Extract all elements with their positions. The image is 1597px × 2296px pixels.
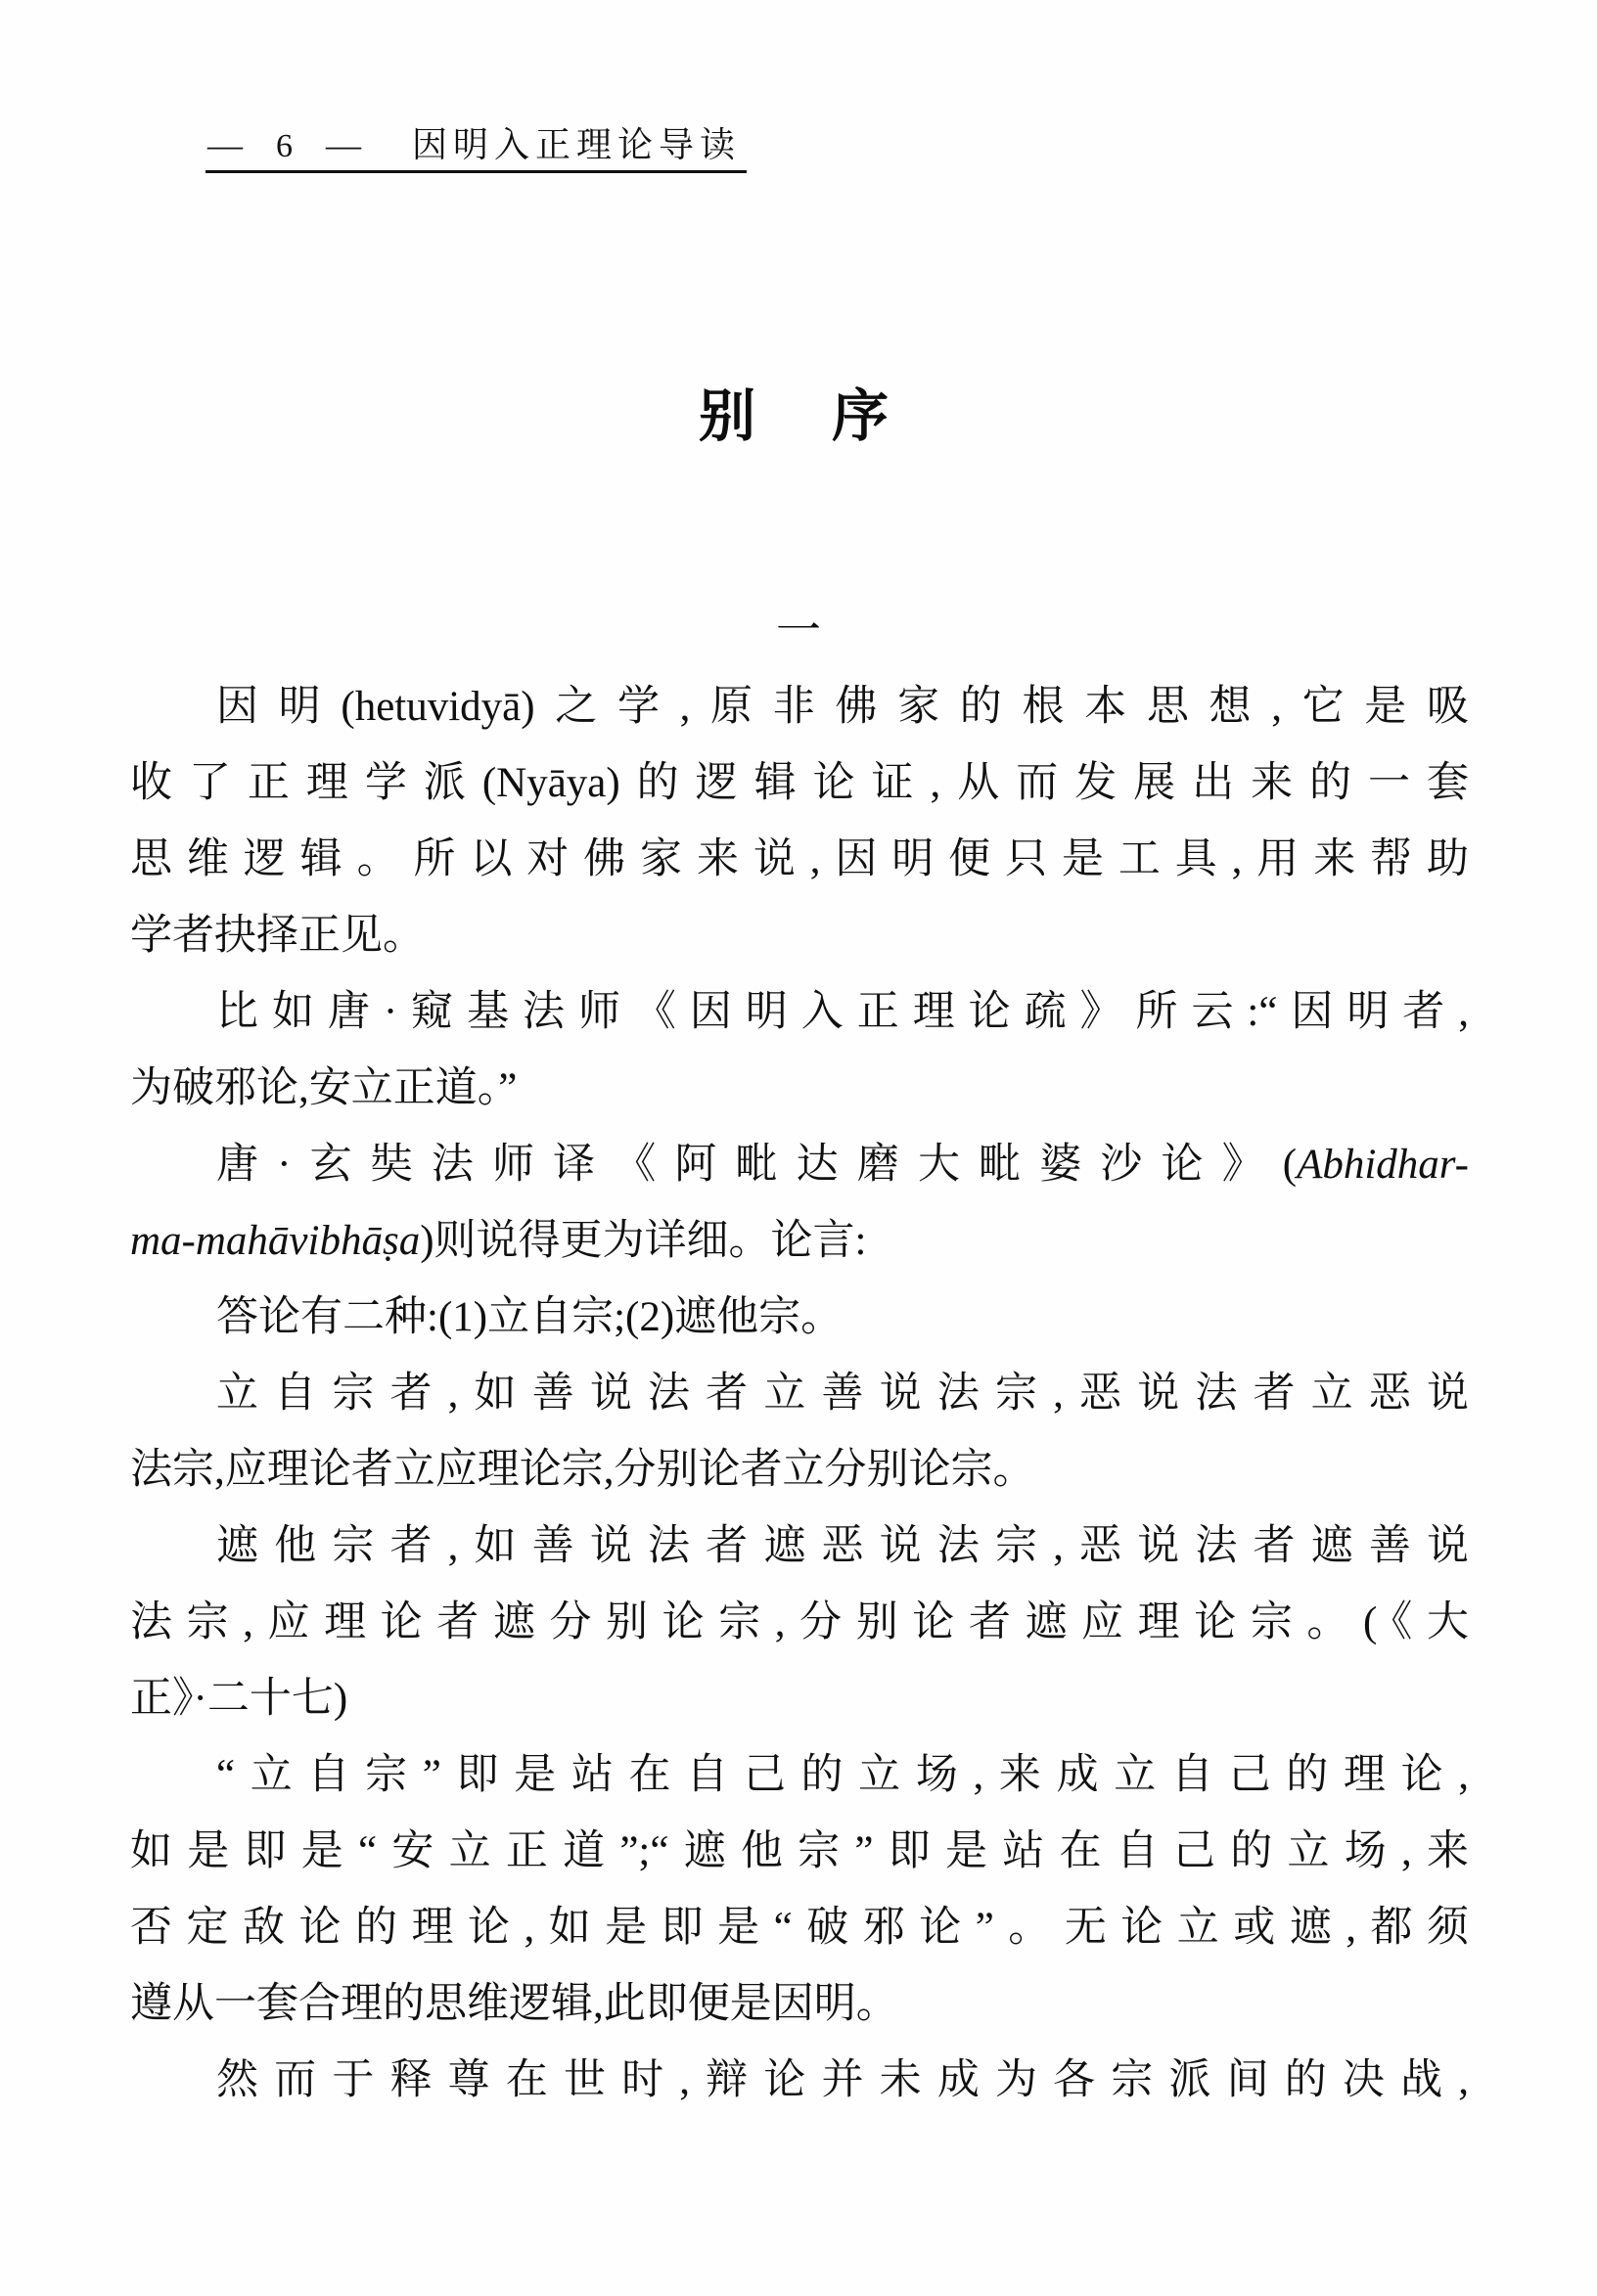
text-segment: )之学,原非佛家的根本思想,它是吸 — [521, 684, 1469, 730]
text-line — [130, 1585, 1469, 1661]
text-segment: 思维逻辑。所以对佛家来说,因明便只是工具,用来帮助 — [130, 836, 1469, 882]
text-line — [130, 974, 1469, 1051]
text-segment: 如是即是“安立正道”;“遮他宗”即是站在自己的立场,来 — [130, 1828, 1469, 1874]
text-line — [130, 745, 1469, 822]
header-dash-left: — — [207, 125, 243, 164]
text-line — [130, 669, 1469, 745]
text-segment: “立自宗”即是站在自己的立场,来成立自己的理论, — [216, 1752, 1469, 1798]
text-segment: 法宗,应理论者遮分别论宗,分别论者遮应理论宗。(《大 — [130, 1599, 1469, 1645]
text-segment: 然而于释尊在世时,辩论并未成为各宗派间的决战, — [216, 2057, 1469, 2103]
latin-italic-segment: Abhidhar- — [1297, 1142, 1469, 1188]
text-line — [130, 1966, 1469, 2043]
text-line — [130, 1737, 1469, 1814]
text-line — [130, 1051, 1469, 1127]
text-segment: 收了正理学派( — [130, 760, 497, 806]
text-block — [130, 669, 1469, 2119]
text-segment: 因明( — [216, 684, 355, 730]
text-segment: 否定敌论的理论,如是即是“破邪论”。无论立或遮,都须 — [130, 1905, 1469, 1951]
book-title: 因明入正理论导读 — [412, 125, 742, 164]
text-line — [130, 1814, 1469, 1890]
text-line — [130, 1890, 1469, 1966]
text-segment: 唐·玄奘法师译《阿毗达磨大毗婆沙论》( — [216, 1142, 1298, 1188]
text-line — [130, 1280, 1469, 1356]
chapter-title: 别 序 — [698, 384, 898, 448]
text-segment: 法宗,应理论者立应理论宗,分别论者立分别论宗。 — [130, 1447, 1035, 1493]
text-segment: 比如唐·窥基法师《因明入正理论疏》所云:“因明者, — [216, 989, 1469, 1035]
text-line — [130, 1661, 1469, 1737]
text-segment: 立自宗者,如善说法者立善说法宗,恶说法者立恶说 — [216, 1371, 1469, 1417]
header-dash-right: — — [326, 125, 361, 164]
text-line — [130, 898, 1469, 974]
text-line — [130, 822, 1469, 898]
text-segment: 正》·二十七) — [130, 1676, 348, 1722]
text-segment: Nyāya — [496, 760, 607, 806]
section-number: 一 — [776, 606, 821, 655]
text-segment: 为破邪论,安立正道。” — [130, 1065, 518, 1111]
text-segment: )则说得更为详细。论言: — [420, 1218, 867, 1264]
page-number: 6 — [276, 128, 293, 164]
latin-italic-segment: ma-mahāvibhāṣa — [130, 1218, 421, 1264]
text-line — [130, 1432, 1469, 1508]
text-line — [130, 1356, 1469, 1432]
text-segment: 遮他宗者,如善说法者遮恶说法宗,恶说法者遮善说 — [216, 1523, 1469, 1569]
text-line — [130, 1203, 1469, 1280]
text-segment: 答论有二种:(1)立自宗;(2)遮他宗。 — [216, 1294, 844, 1340]
running-header — [205, 125, 747, 173]
text-segment: 遵从一套合理的思维逻辑,此即便是因明。 — [130, 1981, 898, 2027]
text-segment: )的逻辑论证,从而发展出来的一套 — [606, 760, 1469, 806]
text-segment: 学者抉择正见。 — [130, 913, 425, 959]
text-segment: hetuvidyā — [354, 684, 522, 730]
text-line — [130, 1508, 1469, 1585]
text-line — [130, 1127, 1469, 1203]
text-line — [130, 2043, 1469, 2119]
